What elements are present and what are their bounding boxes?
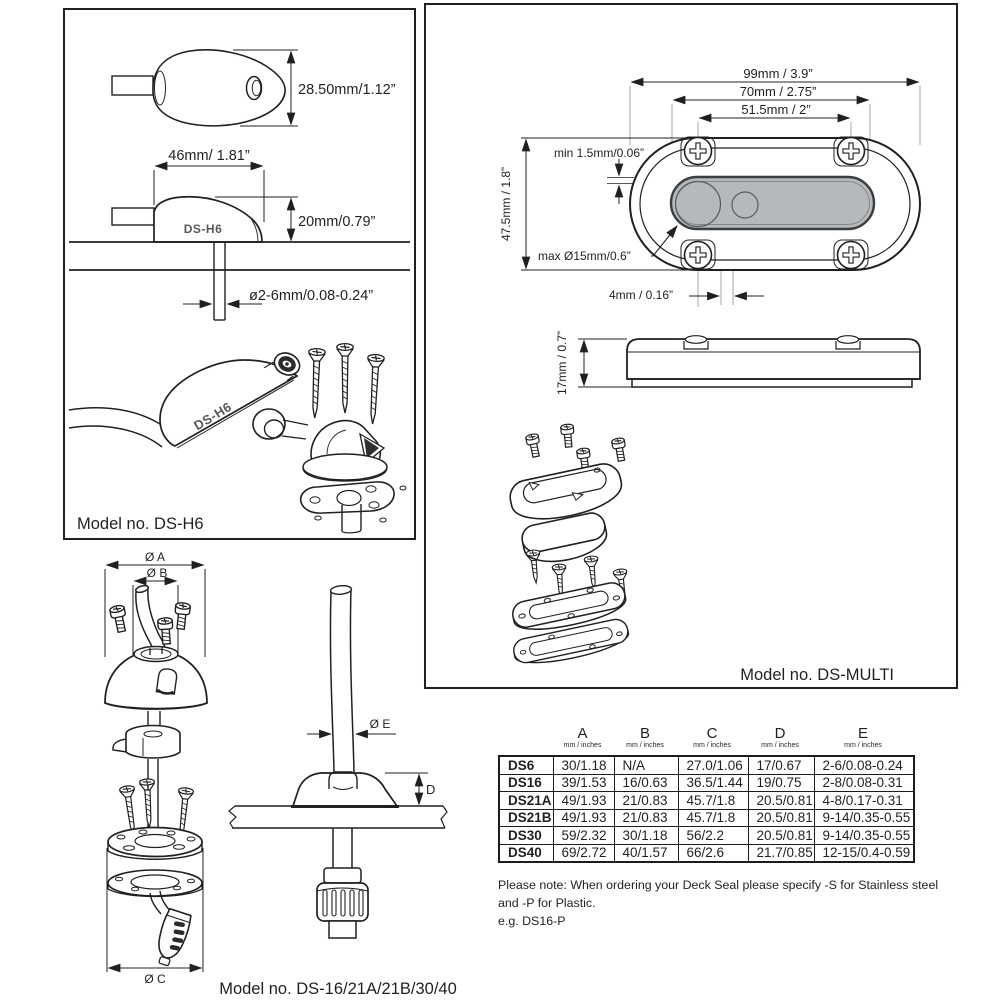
ds-h6-drawing [65,10,414,538]
gasket-flange [108,870,202,897]
deck-gland-side [229,585,447,938]
dim-overall-length-label: 99mm / 3.9” [743,66,813,81]
column-unit: mm / inches [563,742,602,749]
product-label-iso: DS-H6 [191,399,235,434]
column-header-a [552,726,613,755]
model-cell: DS40 [499,844,553,862]
column-letter: E [857,725,868,742]
value-cell: 27.0/1.06 [678,756,748,774]
spec-table-section [498,726,928,863]
value-cell: 21/0.83 [614,792,678,810]
value-cell: 16/0.63 [614,774,678,792]
value-cell: 20.5/0.81 [748,809,814,827]
ds-multi-top-view [630,137,920,270]
value-cell: 2-6/0.08-0.24 [814,756,914,774]
clamp-flange [108,828,202,860]
value-cell: 20.5/0.81 [748,827,814,845]
dim-d-label: D [426,782,436,797]
value-cell: 59/2.32 [553,827,614,845]
dim-width-label: 46mm/ 1.81” [168,148,250,164]
column-header-c [677,726,747,755]
value-cell: 4-8/0.17-0.31 [814,792,914,810]
note-line-2: e.g. DS16-P [498,913,566,928]
ds-series-diagram [55,545,475,1000]
value-cell: 49/1.93 [553,809,614,827]
value-cell: 45.7/1.8 [678,809,748,827]
column-letter: B [639,725,650,742]
dome [105,647,207,710]
value-cell: 19/0.75 [748,774,814,792]
dim-height-top-label: 28.50mm/1.12” [298,82,396,98]
connector-plug [150,891,193,968]
value-cell: 66/2.6 [678,844,748,862]
value-cell: 30/1.18 [553,756,614,774]
value-cell: 20.5/0.81 [748,792,814,810]
header-spacer [498,726,552,755]
value-cell: 21.7/0.85 [748,844,814,862]
column-letter: D [774,725,786,742]
ds-multi-exploded-view [507,424,631,670]
table-row [499,756,914,774]
table-row [499,774,914,792]
dim-c-label: Ø C [144,972,166,986]
panel-ds-h6 [63,8,416,540]
model-cell: DS30 [499,827,553,845]
ds-h6-exploded-view [69,346,406,532]
column-unit: mm / inches [626,742,664,749]
value-cell: 9-14/0.35-0.55 [814,827,914,845]
product-label-side: DS-H6 [183,222,223,236]
ds-h6-top-view [112,50,285,126]
dim-hole-gap-label: 4mm / 0.16” [609,288,674,302]
value-cell: 9-14/0.35-0.55 [814,809,914,827]
table-row [499,844,914,862]
note-line-1: Please note: When ordering your Deck Seal please specify -S for Stainless steel and -P for Plastic. [498,878,939,910]
dim-slot-length-label: 70mm / 2.75” [739,84,817,99]
dim-cable-label: ø2-6mm/0.08-0.24” [249,288,374,304]
column-header-d [747,726,813,755]
dim-height-label: 17mm / 0.7” [555,330,569,396]
value-cell: 30/1.18 [614,827,678,845]
value-cell: 49/1.93 [553,792,614,810]
ds-series-drawing [55,545,475,1000]
value-cell: 45.7/1.8 [678,792,748,810]
model-cell: DS6 [499,756,553,774]
dim-a-label: Ø A [144,550,166,564]
spec-table-header [498,726,928,755]
model-cell: DS21B [499,809,553,827]
collar-nut [113,711,180,758]
dim-max-cable-label: max Ø15mm/0.6” [538,249,631,263]
value-cell: 17/0.67 [748,756,814,774]
caption-ds-series: Model no. DS-16/21A/21B/30/40 [219,980,457,998]
column-unit: mm / inches [844,742,882,749]
value-cell: 12-15/0.4-0.59 [814,844,914,862]
panel-caption-ds-h6: Model no. DS-H6 [77,515,204,533]
column-unit: mm / inches [761,742,799,749]
table-row [499,792,914,810]
value-cell: 21/0.83 [614,809,678,827]
panel-caption-ds-multi: Model no. DS-MULTI [740,666,894,684]
model-cell: DS21A [499,792,553,810]
column-unit: mm / inches [693,742,731,749]
value-cell: 39/1.53 [553,774,614,792]
spec-table [498,755,915,863]
table-row [499,809,914,827]
value-cell: 36.5/1.44 [678,774,748,792]
table-row [499,827,914,845]
dim-b-label: Ø B [146,566,168,580]
dim-e-label: Ø E [369,717,391,731]
value-cell: 2-8/0.08-0.31 [814,774,914,792]
ds-multi-side-view [578,336,920,387]
dim-height-side-label: 20mm/0.79” [298,214,376,230]
deck-section [69,242,410,320]
dim-min-edge-label: min 1.5mm/0.06” [553,146,644,160]
ds-multi-drawing [426,5,956,687]
panel-ds-multi [424,3,958,689]
ordering-note [498,877,943,931]
dim-c [107,848,203,972]
column-header-b [613,726,677,755]
model-cell: DS16 [499,774,553,792]
mounting-screws [307,344,385,425]
value-cell: N/A [614,756,678,774]
dim-overall-width-label: 47.5mm / 1.8” [499,166,513,242]
dim-screw-spacing-label: 51.5mm / 2” [741,102,811,117]
value-cell: 40/1.57 [614,844,678,862]
column-header-e [813,726,913,755]
value-cell: 69/2.72 [553,844,614,862]
column-letter: A [577,725,588,742]
column-letter: C [706,725,718,742]
value-cell: 56/2.2 [678,827,748,845]
